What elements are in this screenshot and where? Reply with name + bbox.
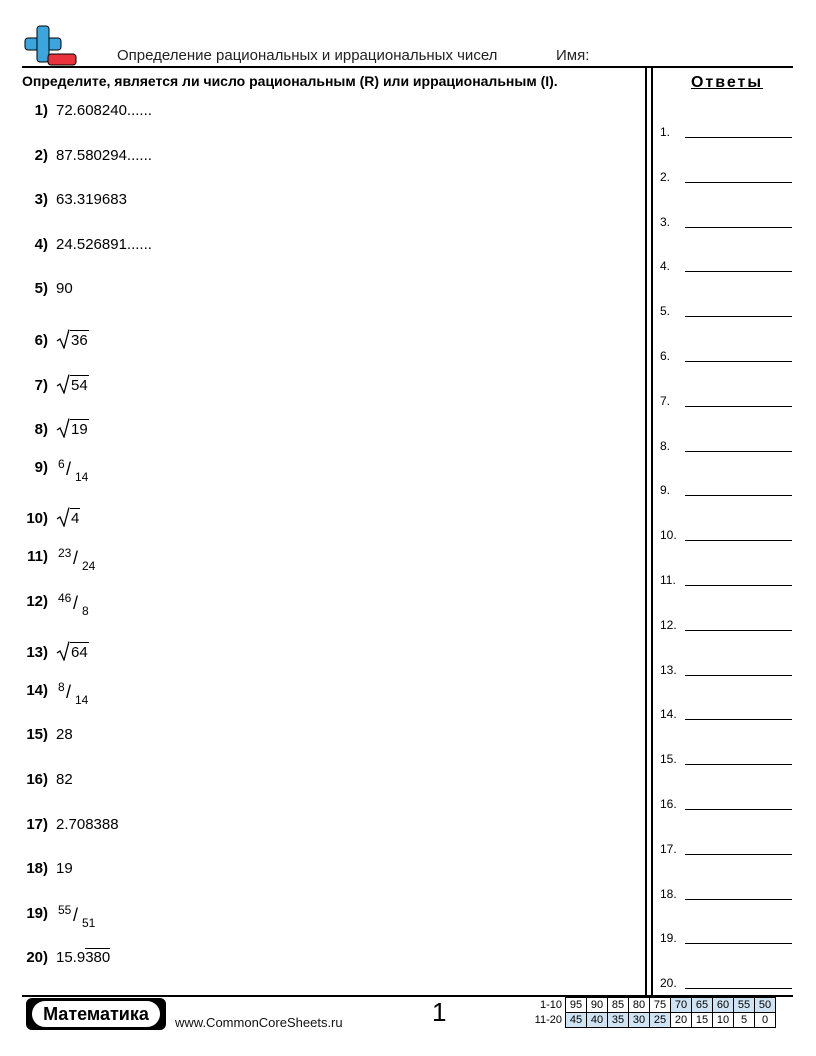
answer-line: [685, 764, 792, 765]
score-row-label: 11-20: [534, 1014, 562, 1026]
answer-line: [685, 854, 792, 855]
problem-expression: [56, 637, 89, 661]
problem-expression: [56, 102, 152, 119]
problem-item: [22, 325, 89, 349]
problem-item: [22, 860, 73, 884]
answer-blank: [660, 836, 792, 856]
problem-expression: [56, 902, 102, 930]
answer-number: 16.: [660, 797, 677, 811]
square-root: [56, 374, 89, 394]
score-cell: 20: [671, 1013, 692, 1028]
score-row: [530, 998, 776, 1013]
numerator: 23: [58, 546, 72, 560]
problem-number: 14): [26, 681, 48, 699]
square-root: [56, 329, 89, 349]
answers-title: Ответы: [690, 74, 764, 91]
radical-sign-icon: [56, 641, 70, 661]
answer-blank: [660, 388, 792, 408]
numerator: 8: [58, 679, 65, 694]
problem-expression: [56, 325, 89, 349]
logo-plus-minus-icon: [22, 24, 78, 68]
answer-line: [685, 137, 792, 138]
score-cell: 25: [650, 1013, 671, 1028]
fraction: [56, 548, 102, 572]
fraction: [56, 456, 102, 484]
answer-line: [685, 809, 792, 810]
answer-blank: [660, 701, 792, 721]
score-table: [530, 997, 776, 1028]
problem-item: [22, 191, 127, 215]
fraction: [56, 679, 102, 707]
answer-number: 1.: [660, 125, 671, 139]
answer-line: [685, 406, 792, 407]
problem-number: 9): [34, 458, 48, 476]
problem-value: 15.9: [56, 949, 86, 967]
answer-number: 3.: [660, 214, 671, 229]
answer-blank: [660, 881, 792, 901]
answer-number: 14.: [660, 707, 677, 722]
answer-blank: [660, 119, 792, 139]
problem-expression: [56, 726, 73, 743]
problem-item: [22, 902, 102, 930]
problem-item: [22, 414, 89, 438]
answer-blank: [660, 522, 792, 542]
score-cell: 85: [608, 998, 629, 1013]
answer-blank: [660, 209, 792, 229]
fraction-slash: /: [73, 592, 79, 613]
score-cell: 30: [629, 1013, 650, 1028]
radical-sign-icon: [56, 507, 70, 527]
score-cell: 5: [734, 1013, 755, 1028]
radical-sign-icon: [56, 374, 70, 394]
answer-blank: [660, 791, 792, 811]
problem-expression: [56, 590, 102, 618]
answer-line: [685, 719, 792, 720]
problem-value: 90: [56, 280, 73, 298]
name-label: Имя:: [556, 47, 590, 64]
problem-item: [22, 102, 152, 126]
footer-badge: Математика: [32, 1001, 160, 1027]
answer-number: 11.: [660, 573, 676, 587]
problem-expression: [56, 949, 110, 966]
answer-line: [685, 451, 792, 452]
score-cell: 65: [692, 998, 713, 1013]
answer-number: 4.: [660, 259, 671, 274]
score-cell: 55: [734, 998, 755, 1013]
radicand: 64: [71, 644, 88, 662]
problem-value: 28: [56, 726, 73, 744]
answer-line: [685, 271, 792, 272]
radicand: 19: [71, 421, 88, 439]
radicand: 4: [71, 510, 80, 528]
answer-column-divider: [645, 68, 653, 995]
problem-expression: [56, 816, 119, 833]
problem-expression: [56, 860, 73, 877]
answer-line: [685, 899, 792, 900]
problem-number: 8): [34, 421, 48, 439]
answer-number: 20.: [660, 976, 677, 991]
denominator: 24: [82, 559, 96, 573]
problem-number: 2): [34, 146, 48, 164]
problem-item: [22, 236, 152, 260]
answer-number: 2.: [660, 169, 671, 184]
radicand: 54: [71, 376, 88, 394]
problem-value: 82: [56, 771, 73, 788]
fraction-slash: /: [73, 904, 79, 925]
score-cell: 90: [587, 998, 608, 1013]
problem-item: [22, 637, 89, 661]
problem-number: 1): [34, 102, 48, 119]
problem-expression: [56, 456, 102, 484]
answer-blank: [660, 298, 792, 318]
problem-value: 72.608240......: [56, 102, 152, 119]
answer-line: [685, 675, 792, 676]
answer-blank: [660, 925, 792, 945]
problem-item: [22, 726, 73, 750]
radical-sign-icon: [56, 329, 70, 349]
answer-line: [685, 227, 792, 228]
problem-number: 18): [26, 860, 48, 878]
answer-blank: [660, 253, 792, 273]
problem-value: 19: [56, 860, 73, 878]
problem-expression: [56, 503, 80, 527]
answer-blank: [660, 343, 792, 363]
score-row: [530, 1013, 776, 1028]
problem-item: [22, 503, 80, 527]
answer-line: [685, 495, 792, 496]
numerator: 6: [58, 456, 65, 471]
problem-expression: [56, 280, 73, 297]
answer-number: 19.: [660, 931, 677, 946]
score-cell: 50: [755, 998, 776, 1013]
problem-value: 87.580294......: [56, 146, 152, 164]
answer-line: [685, 182, 792, 183]
answer-number: 10.: [660, 528, 677, 543]
problem-number: 5): [34, 280, 48, 298]
answer-blank: [660, 164, 792, 184]
problem-expression: [56, 414, 89, 438]
problem-number: 3): [34, 191, 48, 209]
problem-number: 16): [26, 771, 48, 788]
score-cell: 75: [650, 998, 671, 1013]
answer-blank: [660, 567, 792, 587]
numerator: 46: [58, 590, 72, 605]
denominator: 14: [75, 692, 89, 707]
problem-value: 24.526891......: [56, 235, 152, 253]
repeating-digits: 380: [85, 949, 111, 967]
answer-blank: [660, 657, 792, 677]
problem-number: 11): [27, 548, 48, 565]
fraction-slash: /: [73, 548, 79, 568]
instructions: Определите, является ли число рациональным (R) или иррациональным (I).: [22, 73, 558, 89]
score-cell: 95: [566, 998, 587, 1013]
denominator: 51: [82, 915, 96, 930]
header-divider: [22, 66, 793, 68]
fraction: [56, 902, 102, 930]
answer-line: [685, 316, 792, 317]
footer-website: www.CommonCoreSheets.ru: [175, 1015, 343, 1030]
answer-blank: [660, 612, 792, 632]
problem-number: 15): [26, 726, 48, 744]
problem-expression: [56, 679, 102, 707]
score-cell: 80: [629, 998, 650, 1013]
problem-number: 10): [26, 510, 48, 528]
radical-sign-icon: [56, 418, 70, 438]
problem-number: 6): [34, 332, 48, 349]
answer-line: [685, 540, 792, 541]
problem-number: 20): [26, 949, 48, 967]
answer-number: 17.: [660, 841, 677, 856]
answer-line: [685, 630, 792, 631]
radicand: 36: [71, 332, 88, 349]
denominator: 8: [82, 603, 89, 618]
answer-blank: [660, 970, 792, 990]
problem-value: 63.319683: [56, 191, 127, 209]
page-number: 1: [432, 997, 447, 1027]
score-cell: 15: [692, 1013, 713, 1028]
fraction: [56, 590, 102, 618]
problem-item: [22, 370, 89, 394]
answer-line: [685, 988, 792, 989]
score-cell: 60: [713, 998, 734, 1013]
problem-item: [22, 280, 73, 304]
score-cell: 0: [755, 1013, 776, 1028]
answer-number: 6.: [660, 349, 671, 363]
problem-expression: [56, 771, 73, 788]
problem-number: 12): [26, 592, 48, 610]
answer-number: 13.: [660, 662, 677, 677]
square-root: [56, 418, 89, 438]
answer-line: [685, 585, 792, 586]
answer-number: 8.: [660, 438, 671, 453]
answer-number: 18.: [660, 886, 677, 901]
problem-item: [22, 949, 110, 973]
score-cell: 35: [608, 1013, 629, 1028]
answer-number: 15.: [660, 752, 677, 767]
problem-expression: [56, 370, 89, 394]
fraction-slash: /: [66, 458, 72, 479]
problem-number: 4): [34, 235, 48, 253]
problem-item: [22, 456, 102, 484]
score-cell: 45: [566, 1013, 587, 1028]
fraction-slash: /: [66, 681, 72, 702]
problem-expression: [56, 236, 152, 253]
answer-line: [685, 361, 792, 362]
problem-expression: [56, 548, 102, 572]
problem-item: [22, 771, 73, 795]
answer-number: 9.: [660, 483, 671, 498]
answer-number: 5.: [660, 304, 671, 319]
problem-item: [22, 816, 119, 840]
score-cell: 10: [713, 1013, 734, 1028]
problem-item: [22, 147, 152, 171]
problem-item: [22, 590, 102, 618]
problem-expression: [56, 191, 127, 208]
problem-number: 7): [34, 376, 48, 394]
square-root: [56, 507, 80, 527]
square-root: [56, 641, 89, 661]
denominator: 14: [75, 469, 89, 484]
worksheet-title: Определение рациональных и иррациональных чисел: [117, 47, 498, 64]
numerator: 55: [58, 902, 72, 917]
problem-number: 17): [26, 815, 48, 833]
problem-value: 2.708388: [56, 815, 119, 833]
answer-blank: [660, 433, 792, 453]
answer-blank: [660, 477, 792, 497]
problem-number: 13): [26, 644, 48, 662]
answer-line: [685, 943, 792, 944]
problem-item: [22, 548, 102, 572]
problem-item: [22, 679, 102, 707]
score-cell: 40: [587, 1013, 608, 1028]
answer-blank: [660, 746, 792, 766]
problem-number: 19): [26, 904, 48, 922]
score-row-label: 1-10: [539, 999, 562, 1011]
score-cell: 70: [671, 998, 692, 1013]
problem-expression: [56, 147, 152, 164]
answer-number: 12.: [660, 617, 677, 632]
answer-number: 7.: [660, 393, 671, 408]
